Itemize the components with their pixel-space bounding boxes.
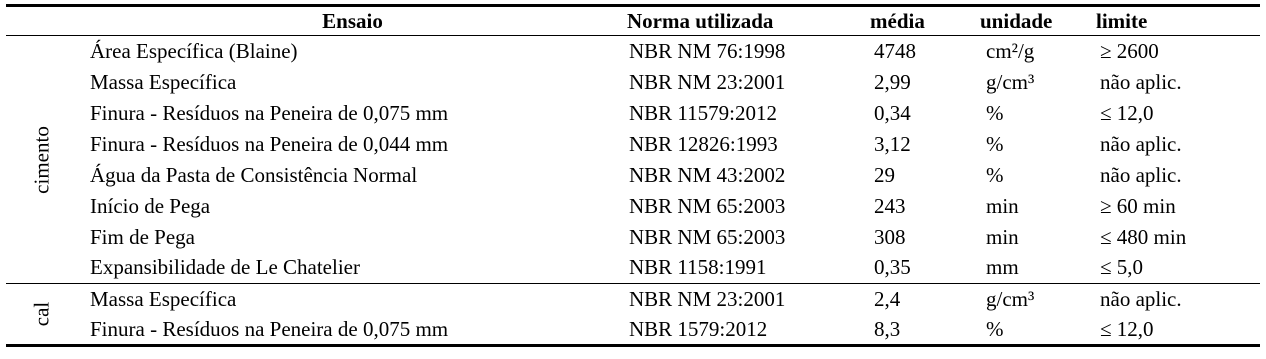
results-table xyxy=(6,4,1260,347)
header-norma: Norma utilizada xyxy=(623,6,866,36)
cell-media: 4748 xyxy=(874,38,916,63)
cell-limite: ≥ 2600 xyxy=(1100,38,1159,63)
table-row xyxy=(6,129,1260,160)
cell-ensaio: Água da Pasta de Consistência Normal xyxy=(90,162,418,187)
cell-norma: NBR 1158:1991 xyxy=(629,255,767,280)
cell-ensaio: Expansibilidade de Le Chatelier xyxy=(90,255,360,280)
cell-unidade: % xyxy=(976,315,1092,346)
cell-unidade: g/cm³ xyxy=(976,284,1092,315)
cell-norma: NBR NM 65:2003 xyxy=(629,224,786,249)
group-label: cal xyxy=(29,301,54,327)
cell-limite: ≥ 60 min xyxy=(1100,193,1176,218)
cell-limite: não aplic. xyxy=(1100,69,1182,94)
table-row xyxy=(6,284,1260,315)
cell-unidade: % xyxy=(986,162,1004,187)
header-limite: limite xyxy=(1092,6,1260,36)
header-unidade: unidade xyxy=(976,6,1092,36)
cell-limite: ≤ 12,0 xyxy=(1100,100,1154,125)
table-row xyxy=(6,98,1260,129)
cell-media: 3,12 xyxy=(874,131,911,156)
cell-ensaio: Finura - Resíduos na Peneira de 0,044 mm xyxy=(90,131,449,156)
cell-media: 308 xyxy=(874,224,906,249)
cell-norma: NBR 1579:2012 xyxy=(623,315,866,346)
group-label-cell xyxy=(6,284,78,346)
cell-ensaio: Massa Específica xyxy=(90,69,237,94)
cell-media: 8,3 xyxy=(866,315,976,346)
header-media: média xyxy=(866,6,976,36)
cell-media: 243 xyxy=(874,193,906,218)
cell-limite: não aplic. xyxy=(1100,131,1182,156)
table-row xyxy=(6,222,1260,253)
group-label-cell xyxy=(6,36,78,284)
cell-unidade: g/cm³ xyxy=(986,69,1035,94)
cell-ensaio: Início de Pega xyxy=(90,193,211,218)
cell-unidade: mm xyxy=(986,255,1019,280)
cell-norma: NBR NM 23:2001 xyxy=(629,69,786,94)
cell-ensaio: Fim de Pega xyxy=(90,224,195,249)
table-row xyxy=(6,67,1260,98)
cell-norma: NBR NM 65:2003 xyxy=(629,193,786,218)
cell-limite: ≤ 12,0 xyxy=(1092,315,1260,346)
cell-limite: ≤ 480 min xyxy=(1100,224,1187,249)
cell-norma: NBR NM 76:1998 xyxy=(629,38,786,63)
cell-unidade: min xyxy=(986,224,1019,249)
cell-unidade: % xyxy=(986,100,1004,125)
cell-norma: NBR 11579:2012 xyxy=(629,100,777,125)
table-row xyxy=(6,160,1260,191)
cell-ensaio: Área Específica (Blaine) xyxy=(90,38,298,63)
cell-media: 0,35 xyxy=(874,255,911,280)
cell-limite: não aplic. xyxy=(1100,162,1182,187)
cell-unidade: min xyxy=(986,193,1019,218)
header-group xyxy=(6,6,78,36)
cell-limite: não aplic. xyxy=(1092,284,1260,315)
cell-norma: NBR NM 43:2002 xyxy=(629,162,786,187)
cell-ensaio: Massa Específica xyxy=(78,284,623,315)
cell-unidade: cm²/g xyxy=(986,38,1035,63)
cell-norma: NBR 12826:1993 xyxy=(629,131,778,156)
cell-media: 2,99 xyxy=(874,69,911,94)
cell-unidade: % xyxy=(986,131,1004,156)
cell-limite: ≤ 5,0 xyxy=(1100,255,1144,280)
table-row xyxy=(6,36,1260,67)
table-row xyxy=(6,191,1260,222)
table-row xyxy=(6,253,1260,284)
group-label: cimento xyxy=(29,125,54,194)
cell-norma: NBR NM 23:2001 xyxy=(623,284,866,315)
cell-media: 2,4 xyxy=(866,284,976,315)
cell-ensaio: Finura - Resíduos na Peneira de 0,075 mm xyxy=(78,315,623,346)
header-ensaio: Ensaio xyxy=(78,6,623,36)
cell-ensaio: Finura - Resíduos na Peneira de 0,075 mm xyxy=(90,100,449,125)
cell-media: 29 xyxy=(874,162,895,187)
table-row xyxy=(6,315,1260,346)
header-row xyxy=(6,6,1260,36)
cell-media: 0,34 xyxy=(874,100,911,125)
